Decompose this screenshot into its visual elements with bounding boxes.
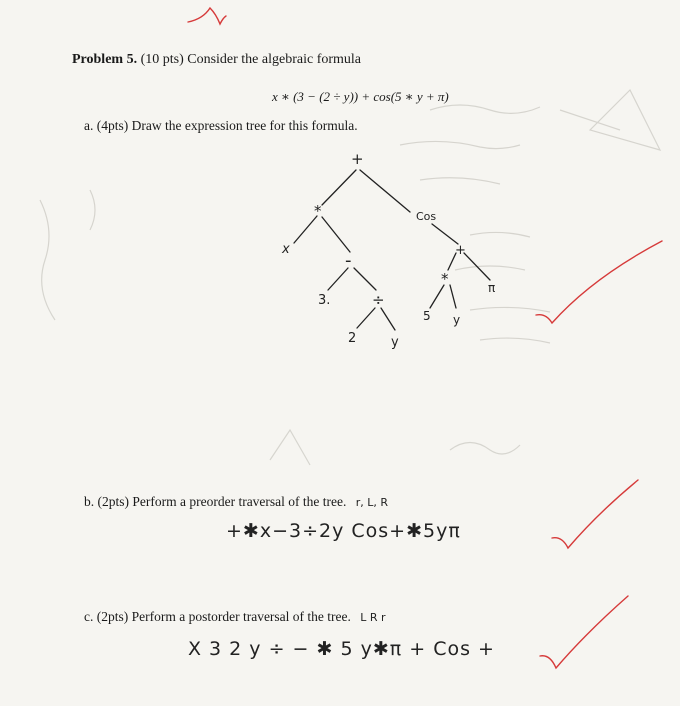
edge-root-mult [322,170,356,205]
node-five: 5 [423,309,431,323]
edge-mult-five [430,285,444,308]
part-a-prompt: a. (4pts) Draw the expression tree for this formula. [84,118,358,133]
formula: x ∗ (3 − (2 ÷ y)) + cos(5 ∗ y + π) [272,89,449,104]
edge-root-cos [360,170,410,212]
postorder-answer: X 3 2 y ÷ − ✱ 5 y✱π + Cos + [188,638,495,660]
node-div: ÷ [372,291,385,309]
node-three: 3. [318,293,331,308]
edge-mult-y [450,285,456,308]
edge-mult-x [294,216,317,243]
part-b-text: b. (2pts) Perform a preorder traversal of the tree. [84,494,347,509]
edge-div-y [381,308,395,330]
node-root: + [351,150,364,168]
part-b-note: r, L, R [355,496,389,509]
edge-plus-pi [464,253,490,280]
preorder-answer: +✱x−3÷2y Cos+✱5yπ [226,520,461,542]
node-y1: y [391,335,399,350]
node-x: x [282,242,290,257]
problem-number: Problem 5. [72,52,138,67]
node-pi: π [488,281,496,295]
part-b-prompt [84,494,388,510]
problem-heading [72,52,361,68]
node-minus: - [345,250,352,271]
edge-minus-three [328,268,348,290]
edge-div-two [357,308,375,328]
part-c-note: L R r [360,611,386,624]
node-plus2: + [455,243,466,258]
problem-points: (10 pts) Consider the algebraic formula [140,52,362,67]
node-mult: * [314,202,322,220]
edge-mult-minus [322,217,350,252]
part-c-prompt [84,609,386,625]
edge-minus-div [354,268,376,290]
node-y2: y [453,313,461,327]
part-c-text: c. (2pts) Perform a postorder traversal of the tree. [84,609,351,624]
node-cos: Cos [416,210,437,223]
expression-tree [260,140,520,360]
node-two: 2 [348,331,357,346]
node-mult2: * [441,270,449,288]
edge-cos-plus [432,224,458,244]
